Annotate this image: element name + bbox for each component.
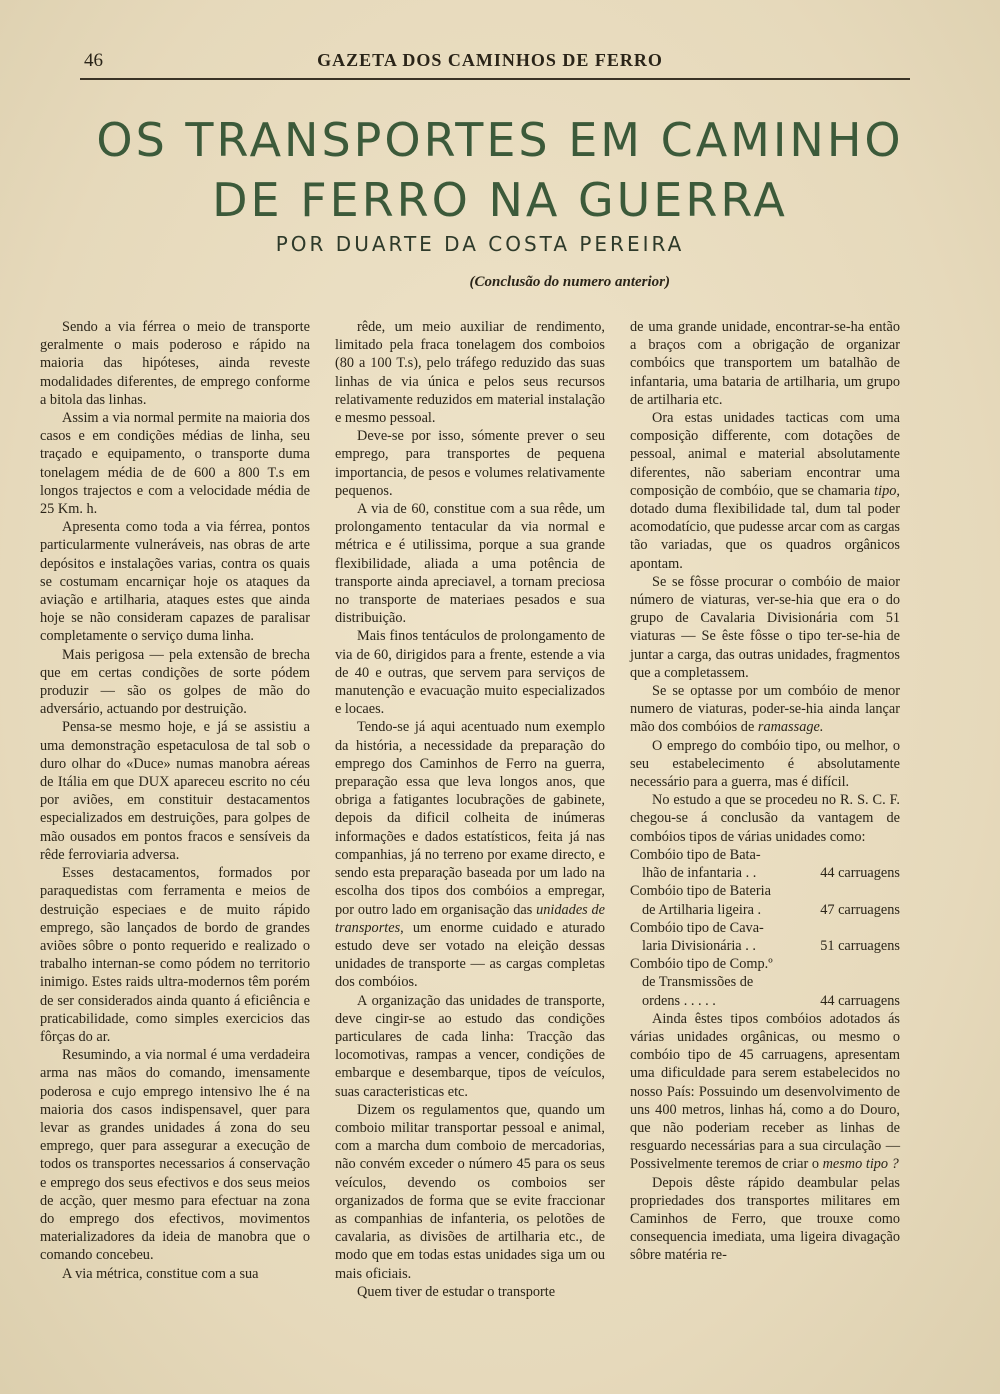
list-item-label: Combóio tipo de Bata-	[630, 846, 761, 863]
paragraph	[630, 409, 900, 573]
paragraph: O emprego do combóio tipo, ou melhor, o seu estabelecimento é absolutamente necessário para a guerra, mas é difícil.	[630, 737, 900, 791]
paragraph: Sendo a via férrea o meio de transporte geralmente o mais poderoso e rápido na maioria das hipóteses, ainda reveste modalidades diferentes, de emprego conforme a bitola das linhas.	[40, 319, 310, 408]
paragraph: Quem tiver de estudar o transporte	[357, 1283, 556, 1300]
page-header	[80, 44, 910, 80]
paragraph	[630, 1010, 900, 1174]
emphasis-text: unidades de transportes	[335, 901, 606, 936]
list-item-value: 51 carruagens	[820, 937, 900, 954]
paragraph-text: dotado duma flexibilidade tal, dum tal poder acomodatício, que pudesse arcar com as cargas tão variadas, que os quadros orgânicos apontam.	[630, 501, 900, 572]
article-title	[40, 110, 960, 230]
paragraph: Mais finos tentáculos de prolongamento de via de 60, dirigidos para a frente, estende a via de 40 e outras, que servem para serviços de manutenção e evacuação muito especializados e locaes.	[335, 628, 605, 718]
paragraph-text: Ainda êstes tipos combóios adotados ás várias unidades orgânicas, ou mesmo o combóio tipo de 45 carruagens, apresentam uma dificuldade para serem estabelecidos no nosso País: Possuindo um desenvolvimento de uns 400 metros, linhas há, como a do Douro, que não poderiam receber as linhas de resguardo necessárias para a sua circulação — Possivelmente teremos de criar o	[630, 1010, 900, 1173]
paragraph	[630, 682, 900, 737]
column-3	[630, 318, 900, 1265]
list-item-label: ordens . . . . .	[642, 992, 716, 1009]
paragraph: rêde, um meio auxiliar de rendimento, limitado pela fraca tonelagem dos comboios (80 a 100 T.s), pelo tráfego reduzido das suas linhas de via única e pelos seus recursos relativamente reduzidos em material instalação e mesmo pessoal.	[335, 319, 605, 427]
paragraph: Se se fôsse procurar o combóio de maior número de viaturas, ver-se-hia que era o do grupo de Cavalaria Divisionária com 51 viaturas — Se êste fôsse o tipo ter-se-hia de juntar a carga, das outras unidades, fragmentos que a completassem.	[630, 573, 900, 681]
paragraph-text: Se se optasse por um combóio de menor numero de viaturas, poder-se-hia ainda lançar mão dos combóios de	[630, 683, 900, 736]
paragraph: Apresenta como toda a via férrea, pontos particularmente vulneráveis, nas obras de arte depósitos e instalações varias, contra os quais se costumam encarniçar hoje os ataques da aviação e artilharia, ataques estes que ainda hoje se não consideram capazes de paralisar completamente o serviço duma linha.	[40, 519, 310, 645]
list-item-label: Combóio tipo de Comp.º	[630, 956, 773, 973]
list-item-value: 44 carruagens	[820, 992, 900, 1009]
list-item-label: Combóio tipo de Bateria	[630, 883, 771, 900]
list-item	[630, 919, 900, 955]
list-item-label: lhão de infantaria . .	[642, 865, 757, 882]
paragraph	[335, 718, 605, 991]
list-item	[630, 955, 900, 1010]
column-2	[335, 318, 605, 1301]
page-number: 46	[84, 50, 103, 71]
train-type-list	[630, 846, 900, 1010]
list-item-value: 44 carruagens	[820, 865, 900, 882]
paragraph: Depois dêste rápido deambular pelas propriedades dos transportes militares em Caminhos de Ferro, que trouxe como consequencia imediata, uma ligeira divagação sôbre matéria re-	[630, 1174, 900, 1264]
emphasis-text: mesmo tipo ?	[822, 1156, 899, 1173]
paragraph-text: , um enorme cuidado e aturado estudo deve ser votado na eleição dessas unidades de transporte — as cargas completas dos combóios.	[335, 919, 605, 991]
list-item-label: de Transmissões de	[642, 974, 754, 991]
paragraph: A organização das unidades de transporte, deve cingir-se ao estudo das condições particulares de cada linha: Tracção das locomotivas, rampas a vencer, condições de embarque e desembarque, tipos de veículos, suas caracteristicas etc.	[335, 992, 605, 1100]
paragraph: de uma grande unidade, encontrar-se-ha então a braços com a obrigação de organizar combóics que transportem um batalhão de infantaria, uma bataria de artilharia, um grupo de artilharia etc.	[630, 319, 900, 408]
paragraph: A via de 60, constitue com a sua rêde, um prolongamento tentacular da via normal e métrica e é utilissima, porque a sua grande flexibilidade, aliada a uma potência de transporte ainda apreciavel, a tornam preciosa no transporte de materiaes pesados e sua distribuição.	[335, 501, 605, 627]
paragraph-text: Tendo-se já aqui acentuado num exemplo da história, a necessidade da preparação do emprego dos Caminhos de Ferro na guerra, preparação essa que leva longos anos, que obriga a fatigantes locubrações de gabinete, depois da dificil colheita de inúmeras informações e dados estatísticos, feita já nas companhias, já no terreno por exame directo, e sendo esta preparação baseada por um lado na escolha dos tipos dos combóios a empregar, por outro lado em organisação das	[335, 719, 605, 918]
list-item-label: de Artilharia ligeira .	[642, 901, 762, 918]
article-author: POR DUARTE DA COSTA PEREIRA	[275, 232, 685, 256]
emphasis-text: tipo,	[874, 482, 900, 499]
list-item	[630, 882, 900, 918]
list-item-label: laria Divisionária . .	[642, 937, 756, 954]
paragraph: Mais perigosa — pela extensão de brecha que em certas condições de sorte pódem produzir — são os golpes de mão do adversário, actuando por destruição.	[40, 646, 310, 718]
paragraph-text: Ora estas unidades tacticas com uma composição differente, com dotações de pessoal, animal e material absolutamente diferentes, não saberiam encontrar uma composição de combóio, que se chamaria	[630, 410, 900, 499]
article-title-line-1: OS TRANSPORTES EM CAMINHO	[96, 113, 904, 167]
article-title-line-2: DE FERRO NA GUERRA	[212, 173, 788, 227]
journal-title: GAZETA DOS CAMINHOS DE FERRO	[317, 50, 663, 70]
paragraph: Esses destacamentos, formados por paraquedistas com ferramenta e meios de destruição especiaes e de muito rápido emprego, são lançados de bordo de grandes aviões sôbre o ponto requerido e realizado o trabalho internan-se como pódem no territorio inimigo. Estes raids ultra-modernos têm porém de ser considerados ainda quanto á eficiência e praticabilidade, como simples exercicios das fôrças do ar.	[40, 865, 310, 1045]
paragraph: Pensa-se mesmo hoje, e já se assistiu a uma demonstração espetaculosa de tal sob o duro olhar do «Duce» numas manobra aéreas de Itália em que DUX apareceu escrito no céu por aviões, em constituir destacamentos especializados em destruições, para golpes de mão ousados em pontos fracos e sensíveis da rêde ferroviaria adversa.	[40, 719, 310, 863]
article-subtitle: (Conclusão do numero anterior)	[469, 274, 670, 290]
list-item	[630, 846, 900, 882]
list-item-label: Combóio tipo de Cava-	[630, 919, 764, 936]
list-item-value: 47 carruagens	[820, 901, 900, 918]
paragraph: Resumindo, a via normal é uma verdadeira arma nas mãos do comando, imensamente poderosa e cujo emprego intensivo lhe é na maioria dos casos indispensavel, quer para levar as grandes unidades á zona do seu emprego, quer para assegurar a execução de todos os transportes necessarios á conservação e emprego dos seus efectivos e dos seus meios de acção, quer mesmo para efectuar na zona do emprego dos efectivos, movimentos materializadores da ideia de manobra que o comando concebeu.	[40, 1047, 310, 1264]
paragraph: Deve-se por isso, sómente prever o seu emprego, para transportes de pequena importancia, de pesos e volumes relativamente pequenos.	[335, 428, 605, 499]
paragraph: Assim a via normal permite na maioria dos casos e em condições médias de linha, seu traçado e equipamento, o transporte duma tonelagem média de de 600 a 800 T.s em longos trajectos e com a velocidade média de 25 Km. h.	[40, 410, 310, 518]
paragraph: Dizem os regulamentos que, quando um comboio militar transportar pessoal e animal, com a marcha dum comboio de mercadorias, não convém exceder o número 45 para os seus veículos, devendo os comboios ser organizados de forma que se evite fraccionar as companhias de infanteria, os pelotões de cavalaria, as divisões de artilharia etc., de modo que em todas estas unidades siga um ou mais oficiais.	[335, 1101, 605, 1282]
column-1	[40, 318, 310, 1283]
paragraph: A via métrica, constitue com a sua	[62, 1265, 259, 1282]
paragraph: No estudo a que se procedeu no R. S. C. F. chegou-se á conclusão da vantagem de combóios tipos de várias unidades como:	[630, 792, 900, 845]
emphasis-text: ramassage.	[757, 719, 824, 736]
